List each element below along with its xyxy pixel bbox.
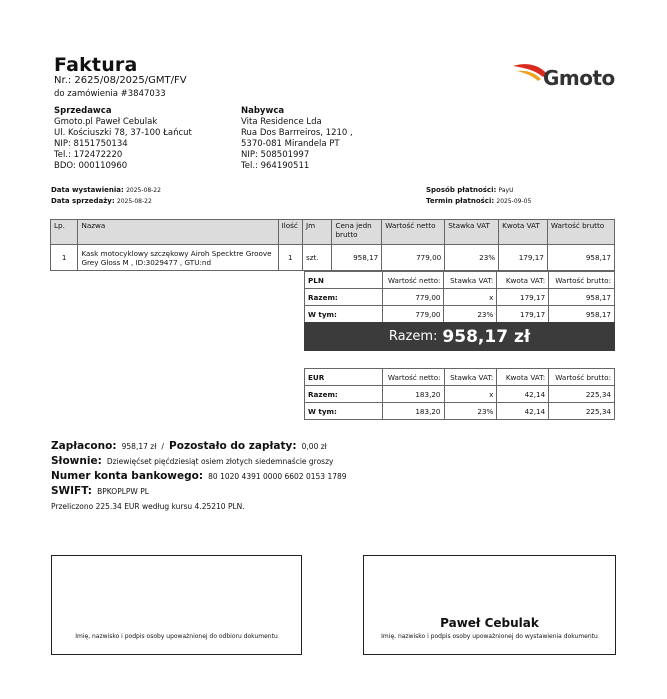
summary-header-row [305,272,615,289]
col-header: Stawka VAT: [444,272,497,289]
cell-gross: 225,34 [549,386,615,403]
currency-label: EUR [305,369,383,386]
seller-block [54,106,192,172]
table-row [305,289,615,306]
cell-net: 779,00 [382,289,444,306]
cell-vat-rate: 23% [444,403,497,420]
issue-date-value: 2025-08-22 [126,187,161,194]
cell-unit-price: 958,17 [332,245,382,271]
paid-label: Zapłacono: [51,440,117,452]
logo-text: Gmoto [543,66,615,90]
separator: / [161,442,164,451]
sale-date-value: 2025-08-22 [116,198,152,205]
row-label: Razem: [305,386,383,403]
issuer-signature-box [363,555,616,655]
seller-line: Gmoto.pl Paweł Cebulak [54,117,158,127]
col-header: Lp. [51,220,78,245]
invoice-title: Faktura [54,54,138,76]
buyer-line: Vita Residence Lda [241,117,322,127]
col-header: Stawka VAT [445,220,499,245]
pln-summary-table [304,271,615,323]
col-header: Wartość brutto [547,220,614,245]
table-row [305,403,615,420]
col-header: Stawka VAT: [444,369,497,386]
currency-label: PLN [305,272,383,289]
buyer-line: 5370-081 Mirandela PT [241,139,340,149]
cell-vat-rate: x [444,386,497,403]
col-header: Jm [303,220,332,245]
invoice-number: Nr.: 2625/08/2025/GMT/FV [54,75,187,86]
cell-net: 183,20 [382,386,444,403]
col-header: Wartość brutto: [549,272,615,289]
buyer-line: NIP: 508501997 [241,150,310,160]
cell-name: Kask motocyklowy szczękowy Airoh Specktre Groove Grey Gloss M , ID:3029477 , GTU:nd [78,245,278,271]
conversion-note: Przeliczono 225.34 EUR według kursu 4.25210 PLN. [51,502,245,511]
table-row [305,386,615,403]
buyer-heading: Nabywca [241,106,285,116]
swift-value: BPKOPLPW PL [97,487,149,496]
row-label: W tym: [305,306,383,323]
payment-method-label: Sposób płatności: [426,186,497,194]
cell-lp: 1 [51,245,78,271]
sale-date-label: Data sprzedaży: [51,197,115,205]
issuer-name: Paweł Cebulak [440,616,539,630]
order-number: do zamówienia #3847033 [54,89,166,99]
cell-net: 183,20 [382,403,444,420]
receiver-signature-caption: Imię, nazwisko i podpis osoby upoważnionej do odbioru dokumentu [75,633,278,640]
col-header: Wartość netto [382,220,445,245]
issue-date-label: Data wystawienia: [51,186,124,194]
cell-vat-amount: 179,17 [497,306,549,323]
cell-vat-amount: 179,17 [499,245,548,271]
table-row [305,306,615,323]
col-header: Kwota VAT: [497,369,549,386]
eur-summary-table [304,368,615,420]
buyer-line: Rua Dos Barrreiros, 1210 , [241,128,353,138]
payment-terms-block [426,185,531,207]
col-header: Nazwa [78,220,278,245]
cell-gross: 958,17 [547,245,614,271]
paid-value: 958,17 zł [121,442,157,451]
cell-gross: 225,34 [549,403,615,420]
words-label: Słownie: [51,455,102,467]
remaining-value: 0,00 zł [301,442,327,451]
swift-label: SWIFT: [51,485,93,497]
cell-vat-rate: 23% [444,306,497,323]
table-row [51,245,615,271]
col-header: Wartość brutto: [549,369,615,386]
gmoto-logo [513,62,613,90]
issuer-signature-caption: Imię, nazwisko i podpis osoby upoważnionej do wystawienia dokumentu [381,633,598,640]
col-header: Wartość netto: [382,272,444,289]
seller-line: NIP: 8151750134 [54,139,128,149]
due-date-value: 2025-09-05 [496,198,532,205]
items-table [50,219,615,271]
col-header: Kwota VAT: [497,272,549,289]
total-value: 958,17 zł [442,326,531,347]
col-header: Ilość [278,220,302,245]
remaining-label: Pozostało do zapłaty: [169,440,297,452]
cell-unit: szt. [303,245,332,271]
seller-line: BDO: 000110960 [54,161,128,171]
cell-vat-rate: 23% [445,245,499,271]
buyer-block [241,106,353,172]
total-bar [304,322,615,351]
cell-vat-amount: 42,14 [497,403,549,420]
summary-header-row [305,369,615,386]
total-label: Razem: [388,329,438,344]
seller-line: Tel.: 172472220 [54,150,123,160]
cell-net: 779,00 [382,306,444,323]
payment-method-value: PayU [498,187,514,194]
buyer-line: Tel.: 964190511 [241,161,310,171]
cell-qty: 1 [278,245,302,271]
seller-heading: Sprzedawca [54,106,112,116]
seller-line: Ul. Kościuszki 78, 37-100 Łańcut [54,128,192,138]
cell-vat-amount: 42,14 [497,386,549,403]
items-header-row [51,220,615,245]
cell-net: 779,00 [382,245,445,271]
dates-block [51,185,161,207]
account-value: 80 1020 4391 0000 6602 0153 1789 [208,472,347,481]
row-label: Razem: [305,289,383,306]
cell-gross: 958,17 [549,289,615,306]
payment-info [51,437,347,513]
row-label: W tym: [305,403,383,420]
cell-vat-rate: x [444,289,497,306]
account-label: Numer konta bankowego: [51,470,204,482]
cell-gross: 958,17 [549,306,615,323]
words-value: Dziewięćset pięćdziesiąt osiem złotych siedemnaście groszy [106,457,334,466]
col-header: Cena jedn brutto [332,220,382,245]
col-header: Wartość netto: [382,369,444,386]
cell-vat-amount: 179,17 [497,289,549,306]
col-header: Kwota VAT [499,220,548,245]
due-date-label: Termin płatności: [426,197,495,205]
receiver-signature-box [51,555,302,655]
